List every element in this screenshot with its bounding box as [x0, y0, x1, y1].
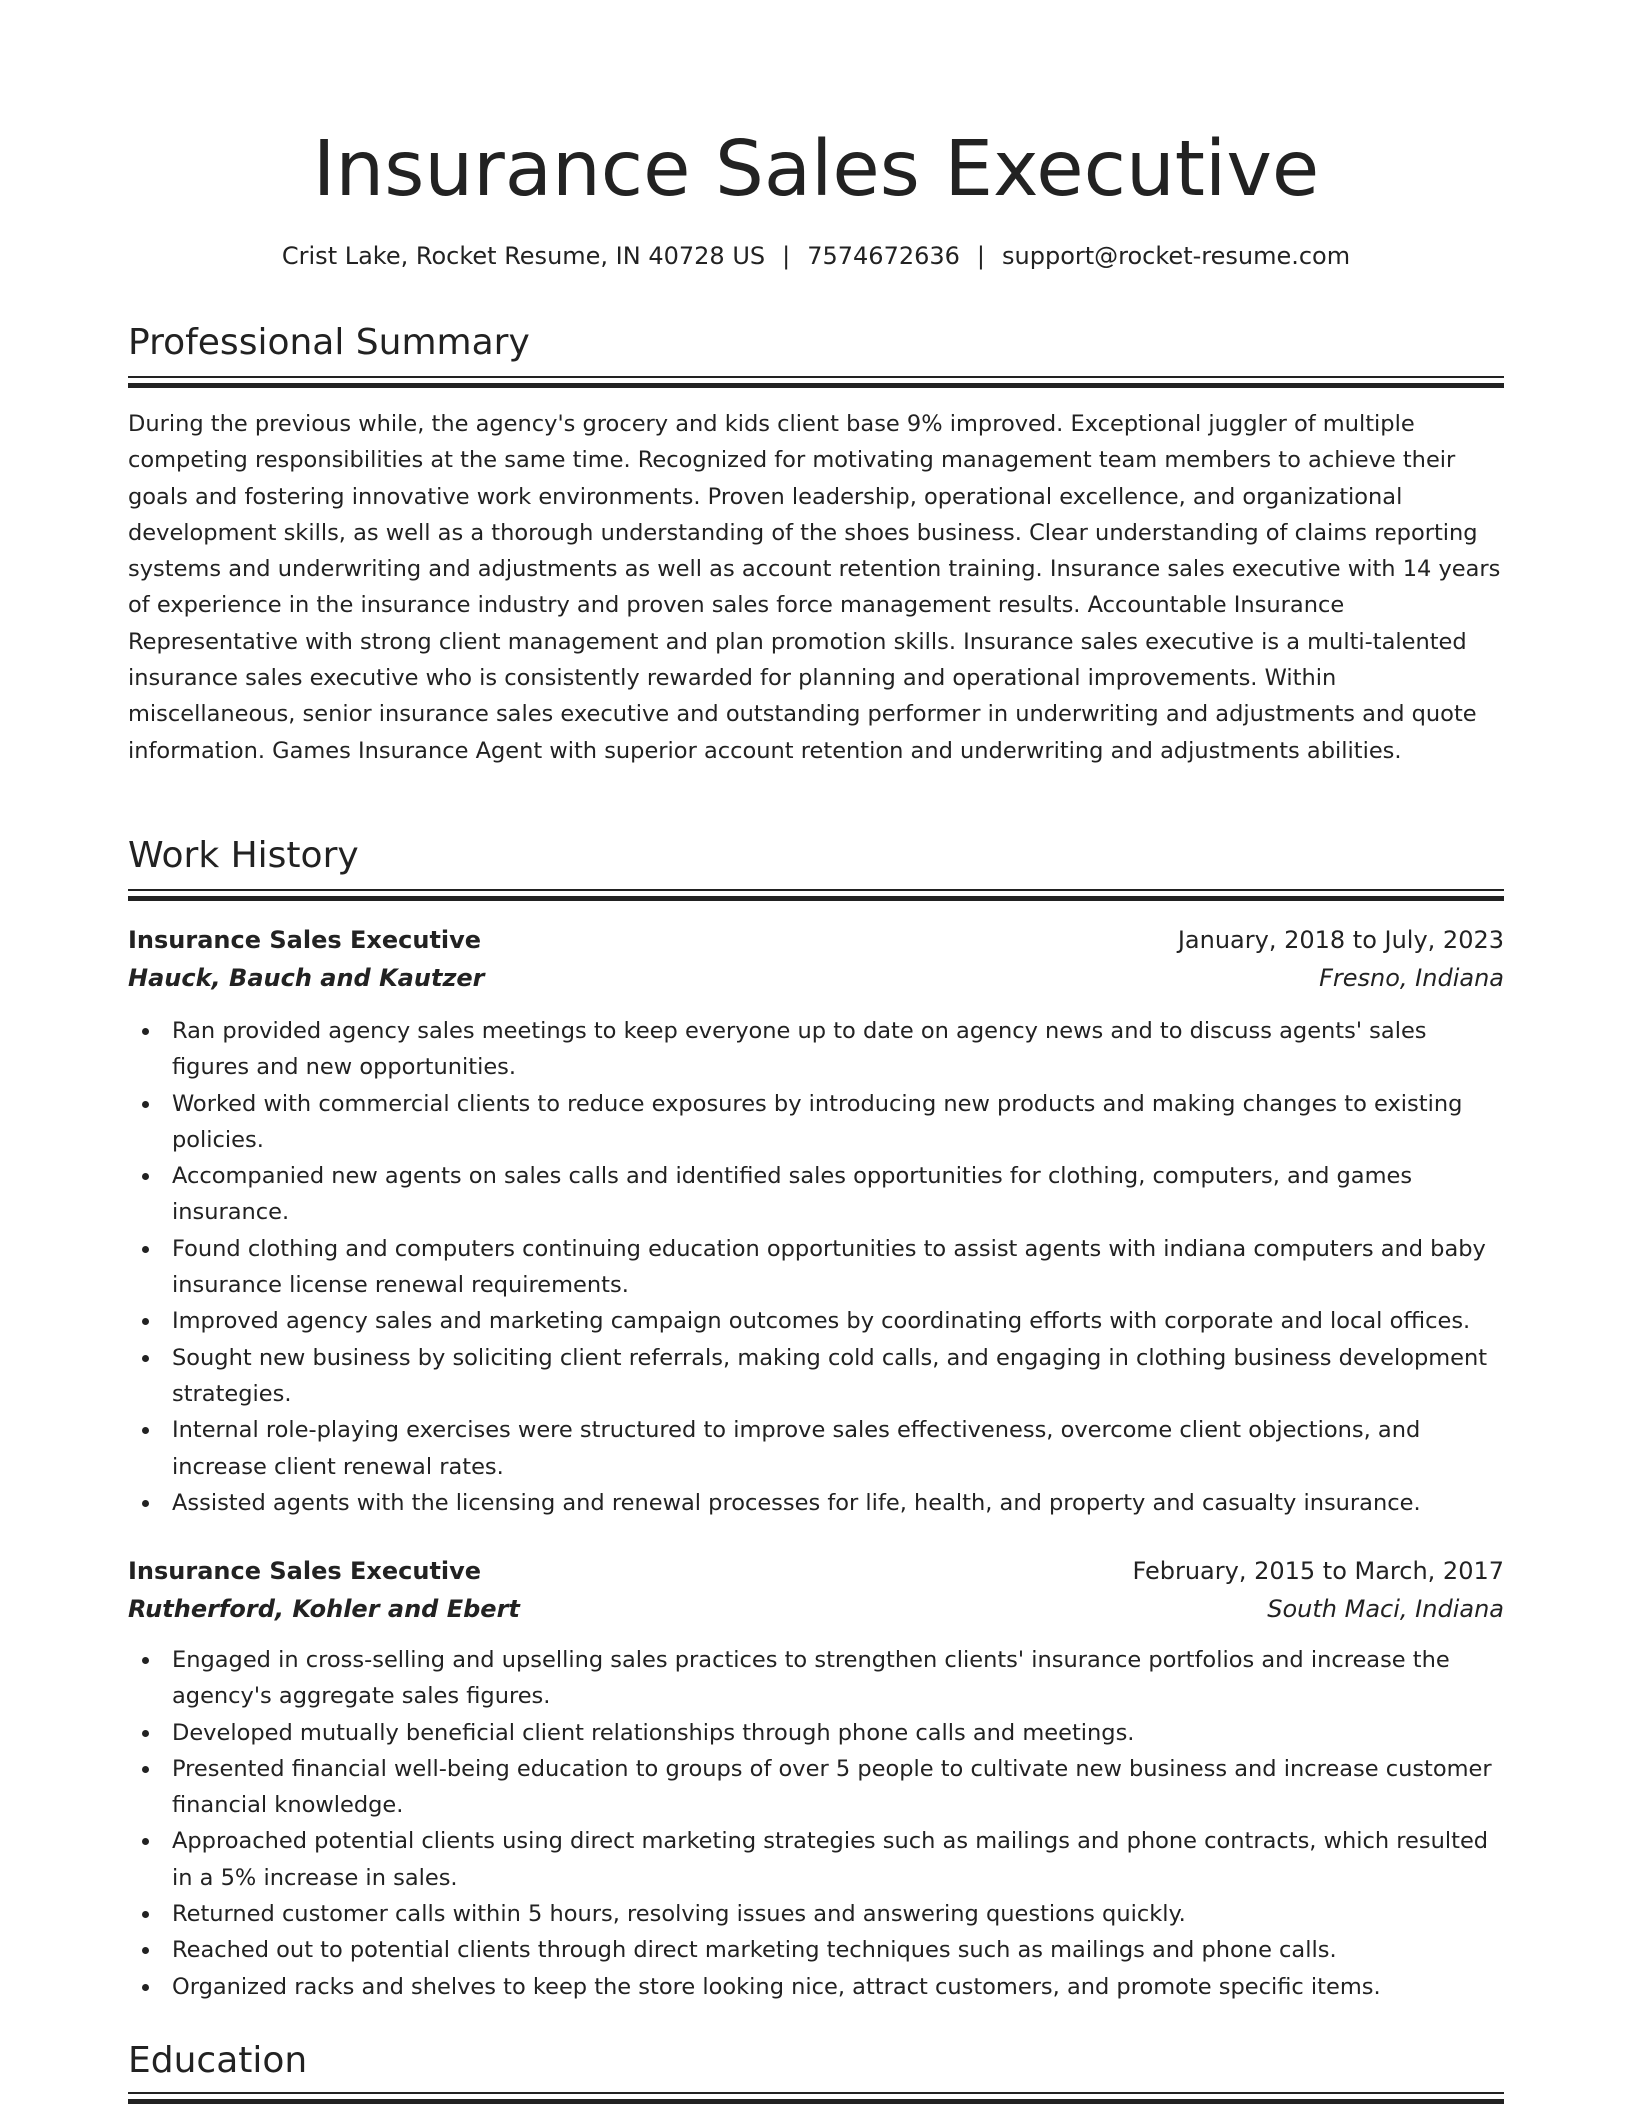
education-rule [128, 2092, 1504, 2104]
summary-text: During the previous while, the agency's grocery and kids client base 9% improved. Exceptional juggler of multiple competing responsibilities at the same time. Recognized for motivating management team members to achieve their goals and fostering innovative work environments. Proven leadership, operational excellence, and organizational development skills, as well as a thorough understanding of the shoes business. Clear understanding of claims reporting systems and underwriting and adjustments as well as account retention training. Insurance sales executive with 14 years of experience in the insurance industry and proven sales force management results. Accountable Insurance Representative with strong client management and plan promotion skills. Insurance sales executive is a multi-talented insurance sales executive who is consistently rewarded for planning and operational improvements. Within miscellaneous, senior insurance sales executive and outstanding performer in underwriting and adjustments and quote information. Games Insurance Agent with superior account retention and underwriting and adjustments abilities. [128, 411, 1501, 764]
job-header [128, 921, 1504, 959]
job-subheader [128, 1590, 1504, 1628]
job-location: Fresno, Indiana [1319, 964, 1504, 992]
job-dates: February, 2015 to March, 2017 [1132, 1557, 1504, 1585]
contact-phone: 7574672636 [807, 242, 960, 270]
contact-separator: | [782, 242, 791, 270]
job-bullet: Approached potential clients using direct marketing strategies such as mailings and phone contracts, which resulted in a 5% increase in sales. [172, 1823, 1504, 1896]
job-bullet: Assisted agents with the licensing and renewal processes for life, health, and property and casualty insurance. [172, 1485, 1504, 1521]
job-bullet: Developed mutually beneficial client relationships through phone calls and meetings. [172, 1715, 1504, 1751]
job-location: South Maci, Indiana [1267, 1595, 1504, 1623]
job-title: Insurance Sales Executive [128, 1557, 482, 1585]
work-history-heading: Work History [128, 835, 359, 876]
job-bullet: Sought new business by soliciting client referrals, making cold calls, and engaging in clothing business development strategies. [172, 1340, 1504, 1413]
job-bullet: Internal role-playing exercises were structured to improve sales effectiveness, overcome client objections, and increase client renewal rates. [172, 1412, 1504, 1485]
job-bullet: Accompanied new agents on sales calls and identified sales opportunities for clothing, computers, and games insurance. [172, 1158, 1504, 1231]
job-bullets [128, 1642, 1504, 2005]
job-subheader [128, 959, 1504, 997]
job-bullet: Worked with commercial clients to reduce exposures by introducing new products and making changes to existing policies. [172, 1086, 1504, 1159]
work-history-rule [128, 889, 1504, 901]
summary-heading: Professional Summary [128, 322, 530, 363]
job-bullet: Reached out to potential clients through direct marketing techniques such as mailings and phone calls. [172, 1932, 1504, 1968]
job-bullet: Organized racks and shelves to keep the store looking nice, attract customers, and promote specific items. [172, 1969, 1504, 2005]
job-bullets [128, 1013, 1504, 1521]
summary-rule [128, 376, 1504, 388]
resume-title: Insurance Sales Executive [312, 125, 1320, 214]
job-entry [128, 1552, 1504, 2005]
job-bullet: Improved agency sales and marketing campaign outcomes by coordinating efforts with corporate and local offices. [172, 1303, 1504, 1339]
job-entry [128, 921, 1504, 1521]
job-dates: January, 2018 to July, 2023 [1177, 926, 1504, 954]
contact-separator: | [976, 242, 986, 270]
job-bullet: Presented financial well-being education to groups of over 5 people to cultivate new business and increase customer financial knowledge. [172, 1751, 1504, 1824]
contact-email: support@rocket-resume.com [1002, 242, 1351, 270]
job-company: Hauck, Bauch and Kautzer [128, 964, 485, 992]
job-bullet: Found clothing and computers continuing education opportunities to assist agents with indiana computers and baby insurance license renewal requirements. [172, 1231, 1504, 1304]
education-heading: Education [128, 2040, 308, 2081]
job-title: Insurance Sales Executive [128, 926, 482, 954]
job-bullet: Ran provided agency sales meetings to keep everyone up to date on agency news and to discuss agents' sales figures and new opportunities. [172, 1013, 1504, 1086]
job-company: Rutherford, Kohler and Ebert [128, 1595, 520, 1623]
contact-address: Crist Lake, Rocket Resume, IN 40728 US [281, 242, 766, 270]
job-header [128, 1552, 1504, 1590]
job-bullet: Engaged in cross-selling and upselling sales practices to strengthen clients' insurance portfolios and increase the agency's aggregate sales figures. [172, 1642, 1504, 1715]
job-bullet: Returned customer calls within 5 hours, resolving issues and answering questions quickly. [172, 1896, 1504, 1932]
contact-line [128, 236, 1504, 276]
